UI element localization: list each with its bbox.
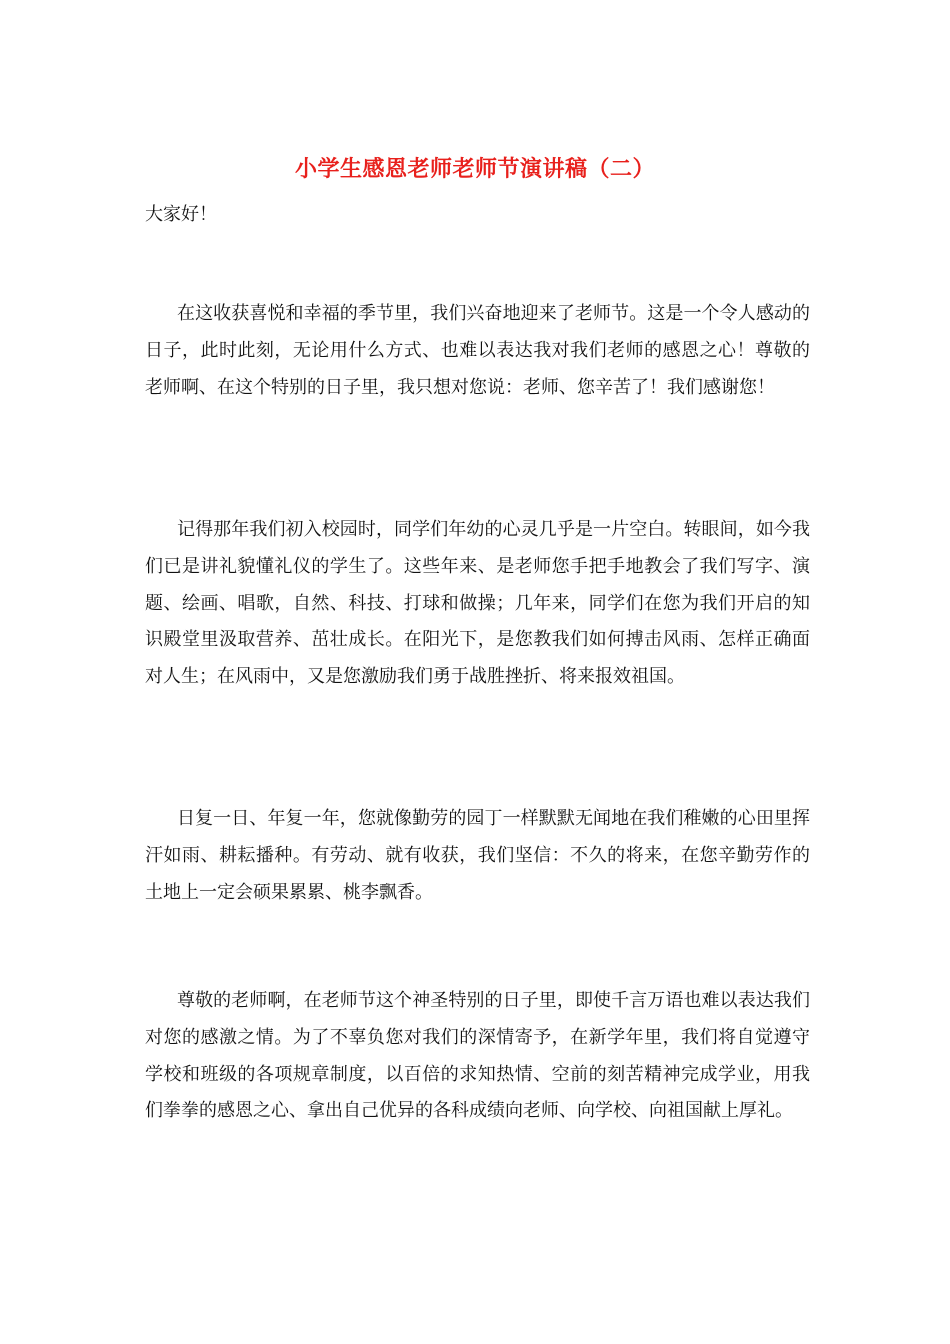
paragraph-3: 日复一日、年复一年，您就像勤劳的园丁一样默默无闻地在我们稚嫩的心田里挥汗如雨、耕耘播种。有劳动、就有收获，我们坚信：不久的将来，在您辛勤劳作的土地上一定会硕果累累、桃李飘香。 xyxy=(145,808,810,903)
greeting-text: 大家好！ xyxy=(145,204,217,225)
paragraph-1: 在这收获喜悦和幸福的季节里，我们兴奋地迎来了老师节。这是一个令人感动的日子，此时此刻，无论用什么方式、也难以表达我对我们老师的感恩之心！尊敬的老师啊、在这个特别的日子里，我只想对您说：老师、您辛苦了！我们感谢您！ xyxy=(145,303,810,398)
paragraph-4: 尊敬的老师啊，在老师节这个神圣特别的日子里，即使千言万语也难以表达我们对您的感激之情。为了不辜负您对我们的深情寄予，在新学年里，我们将自觉遵守学校和班级的各项规章制度，以百倍的求知热情、空前的刻苦精神完成学业，用我们拳拳的感恩之心、拿出自己优异的各科成绩向老师、向学校、向祖国献上厚礼。 xyxy=(145,990,810,1122)
paragraph-2: 记得那年我们初入校园时，同学们年幼的心灵几乎是一片空白。转眼间，如今我们已是讲礼貌懂礼仪的学生了。这些年来、是老师您手把手地教会了我们写字、演题、绘画、唱歌，自然、科技、打球和做操；几年来，同学们在您为我们开启的知识殿堂里汲取营养、茁壮成长。在阳光下，是您教我们如何搏击风雨、怎样正确面对人生；在风雨中，又是您激励我们勇于战胜挫折、将来报效祖国。 xyxy=(145,519,810,688)
document-title: 小学生感恩老师老师节演讲稿（二） xyxy=(294,157,655,182)
